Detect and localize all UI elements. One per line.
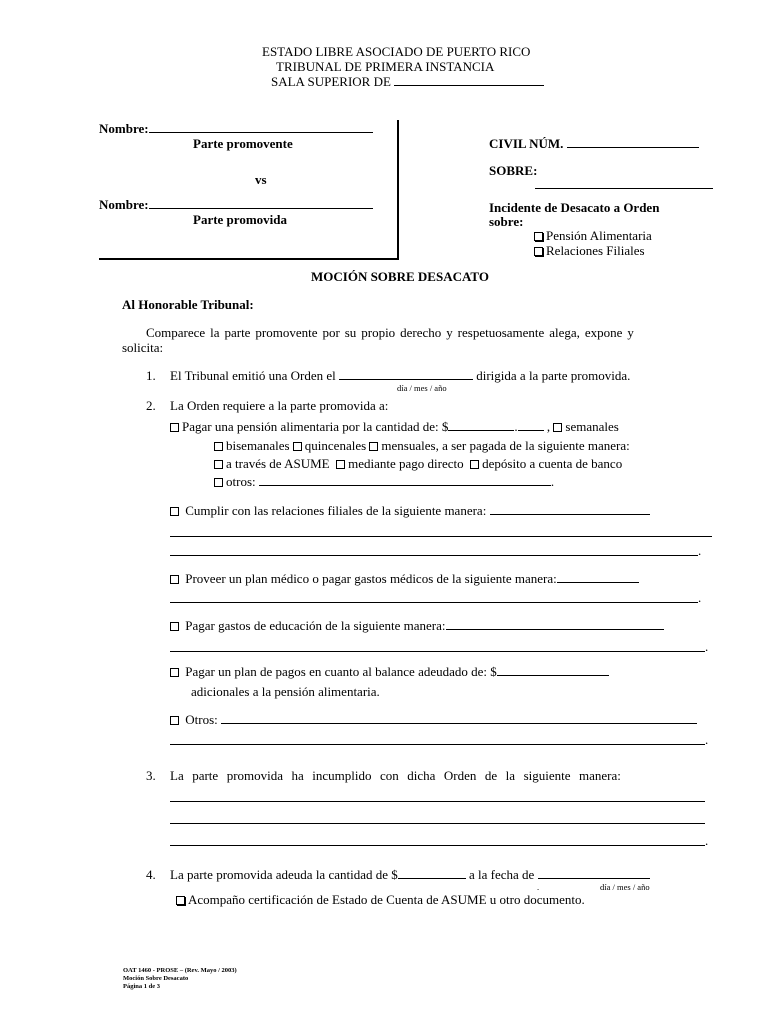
pension-text: Pagar una pensión alimentaria por la cantidad de: $ [182, 419, 449, 434]
civil-num-row [489, 136, 699, 152]
otros-label: Otros: [185, 712, 218, 727]
incidente-line2: sobre: [489, 214, 524, 229]
caption-box-vertical-rule [397, 120, 399, 260]
checkbox-icon[interactable] [470, 460, 479, 469]
item4-date-hint: día / mes / año [600, 882, 650, 892]
sobre-field[interactable] [535, 188, 713, 189]
checkbox-icon[interactable] [534, 247, 543, 256]
item4-row [170, 867, 650, 883]
orden-date-field[interactable] [339, 379, 473, 380]
promovida-name-field[interactable] [149, 208, 373, 209]
footer-line3: Página 1 de 3 [123, 983, 161, 990]
pension-row: Pagar una pensión alimentaria por la cantidad de: $ . , semanales [170, 419, 619, 435]
period: . [705, 732, 709, 747]
incumplimiento-line-2[interactable] [170, 823, 705, 824]
civil-num-label: CIVIL NÚM. [489, 136, 564, 151]
relaciones-label: Cumplir con las relaciones filiales de la siguiente manera: [185, 503, 487, 518]
item1-text-after: dirigida a la parte promovida. [476, 368, 631, 383]
sala-field[interactable] [394, 85, 544, 86]
nombre-label: Nombre: [99, 121, 149, 136]
asume-label: a través de ASUME [226, 456, 330, 471]
promovida-label: Parte promovida [193, 212, 287, 227]
sobre-label: SOBRE: [489, 163, 538, 178]
incumplimiento-line-3[interactable] [170, 845, 705, 846]
checkbox-icon[interactable] [170, 423, 179, 432]
checkbox-icon[interactable] [214, 442, 223, 451]
intro-line2: solicita: [122, 340, 164, 355]
document-title: MOCIÓN SOBRE DESACATO [311, 269, 489, 284]
method-row [214, 456, 622, 472]
checkbox-icon[interactable] [214, 460, 223, 469]
item1-date-hint: día / mes / año [397, 383, 447, 393]
adeudo-date-field[interactable] [538, 878, 650, 879]
checkbox-icon[interactable] [170, 575, 179, 584]
plan-pagos-label: Pagar un plan de pagos en cuanto al balance adeudado de: $ [185, 664, 497, 679]
item3-text: La parte promovida ha incumplido con dicha Orden de la siguiente manera: [170, 768, 621, 783]
relaciones-line-2[interactable] [170, 536, 712, 537]
adeudo-amount-field[interactable] [398, 878, 466, 879]
sala-label: SALA SUPERIOR DE [271, 74, 391, 89]
checkbox-icon[interactable] [170, 716, 179, 725]
court-header-line3 [271, 74, 544, 90]
plan-pagos-row [170, 664, 609, 680]
checkbox-icon[interactable] [293, 442, 302, 451]
nombre-label: Nombre: [99, 197, 149, 212]
otros-line-2[interactable] [170, 744, 705, 745]
plan-medico-row [170, 571, 639, 587]
item1-row [170, 368, 630, 384]
checkbox-icon[interactable] [214, 478, 223, 487]
checkbox-icon[interactable] [553, 423, 562, 432]
semanales-label: semanales [565, 419, 619, 434]
item1-num: 1. [146, 368, 156, 383]
promovente-name-row [99, 121, 373, 137]
period: . [698, 543, 702, 558]
certificacion-row [176, 892, 585, 908]
checkbox-icon[interactable] [336, 460, 345, 469]
plan-medico-label: Proveer un plan médico o pagar gastos médicos de la siguiente manera: [185, 571, 557, 586]
intro-line1: Comparece la parte promovente por su propio derecho y respetuosamente alega, expone y [146, 325, 634, 340]
pension-cents-field[interactable] [518, 430, 544, 431]
footer-line2: Moción Sobre Desacato [123, 975, 189, 982]
mensuales-label: mensuales, a ser pagada de la siguiente manera: [381, 438, 630, 453]
educacion-line-2[interactable] [170, 651, 705, 652]
plan-medico-line-2[interactable] [170, 602, 698, 603]
educacion-field[interactable] [446, 629, 664, 630]
plan-pagos-field[interactable] [497, 675, 609, 676]
deposito-label: depósito a cuenta de banco [482, 456, 623, 471]
item1-text-before: El Tribunal emitió una Orden el [170, 368, 336, 383]
option-relaciones-row[interactable] [534, 243, 645, 259]
civil-num-field[interactable] [567, 147, 699, 148]
checkbox-icon[interactable] [170, 622, 179, 631]
item2-text: La Orden requiere a la parte promovida a: [170, 398, 389, 413]
period: . [537, 882, 540, 892]
pago-directo-label: mediante pago directo [348, 456, 464, 471]
vs-label: vs [255, 172, 267, 187]
incidente-line1: Incidente de Desacato a Orden [489, 200, 660, 215]
otros-pago-label: otros: [226, 474, 256, 489]
relaciones-field[interactable] [490, 514, 650, 515]
item4-text-before: La parte promovida adeuda la cantidad de $ [170, 867, 398, 882]
item3-num: 3. [146, 768, 156, 783]
promovida-name-row [99, 197, 373, 213]
plan-medico-field[interactable] [557, 582, 639, 583]
otros-pago-row: otros: . [214, 474, 554, 490]
frequency-row [214, 438, 630, 454]
plan-pagos-line-2: adicionales a la pensión alimentaria. [191, 684, 380, 699]
certificacion-label: Acompaño certificación de Estado de Cuenta de ASUME u otro documento. [188, 892, 585, 907]
court-header-line1: ESTADO LIBRE ASOCIADO DE PUERTO RICO [262, 44, 531, 59]
footer-line1: OAT 1460 - PROSE – (Rev. Mayo / 2003) [123, 967, 237, 974]
option-pension-label: Pensión Alimentaria [546, 228, 652, 243]
incumplimiento-line-1[interactable] [170, 801, 705, 802]
otros-row [170, 712, 697, 728]
checkbox-icon[interactable] [369, 442, 378, 451]
otros-pago-field[interactable] [259, 485, 551, 486]
period: . [705, 833, 709, 848]
court-header-line2: TRIBUNAL DE PRIMERA INSTANCIA [276, 59, 495, 74]
salutation: Al Honorable Tribunal: [122, 297, 254, 312]
otros-field[interactable] [221, 723, 697, 724]
checkbox-icon[interactable] [170, 668, 179, 677]
caption-box-bottom-rule [99, 258, 399, 260]
relaciones-row [170, 503, 650, 519]
period: . [698, 590, 702, 605]
promovente-label: Parte promovente [193, 136, 293, 151]
checkbox-icon[interactable] [176, 896, 185, 905]
item4-text-mid: a la fecha de [469, 867, 535, 882]
option-pension-row[interactable] [534, 228, 652, 244]
educacion-row [170, 618, 664, 634]
item4-num: 4. [146, 867, 156, 882]
bisemanales-label: bisemanales [226, 438, 290, 453]
item2-num: 2. [146, 398, 156, 413]
checkbox-icon[interactable] [534, 232, 543, 241]
relaciones-line-3[interactable] [170, 555, 698, 556]
promovente-name-field[interactable] [149, 132, 373, 133]
educacion-label: Pagar gastos de educación de la siguiente manera: [185, 618, 446, 633]
checkbox-icon[interactable] [170, 507, 179, 516]
period: . [705, 639, 709, 654]
option-relaciones-label: Relaciones Filiales [546, 243, 645, 258]
quincenales-label: quincenales [304, 438, 367, 453]
pension-amount-field[interactable] [448, 430, 514, 431]
